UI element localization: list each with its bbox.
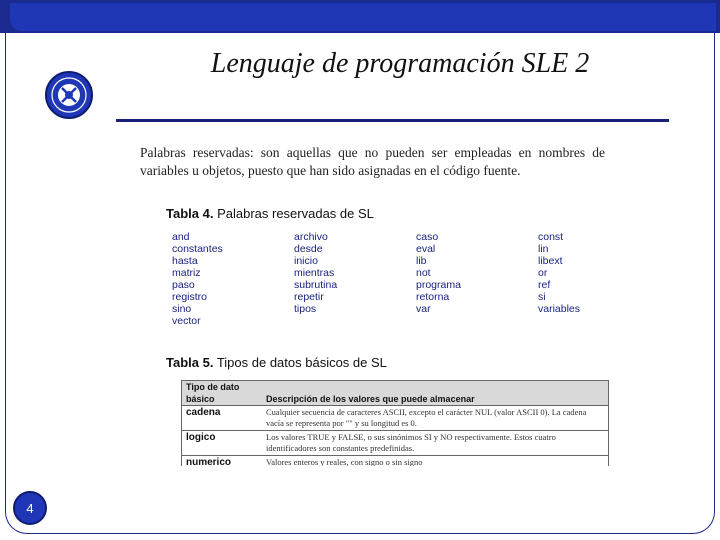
reserved-word: constantes — [172, 243, 223, 255]
reserved-word: retorna — [416, 291, 450, 303]
row-desc: Los valores TRUE y FALSE, o sus sinónimos SI y NO respectivamente. Estos cuatro identificadores son constantes predefinidas. — [266, 432, 556, 453]
reserved-word: or — [538, 267, 548, 279]
table-row — [182, 455, 608, 466]
reserved-word: programa — [416, 279, 461, 291]
header-col1-line2: básico — [186, 394, 215, 404]
table-row — [182, 430, 608, 455]
reserved-word: eval — [416, 243, 436, 255]
row-type: logico — [186, 432, 216, 443]
table4-caption — [166, 206, 374, 221]
table4-caption-text: Palabras reservadas de SL — [213, 206, 374, 221]
top-bar — [0, 0, 720, 33]
page-number-badge: 4 — [13, 491, 47, 525]
reserved-word: desde — [294, 243, 323, 255]
reserved-word: paso — [172, 279, 195, 291]
reserved-word: matriz — [172, 267, 201, 279]
reserved-words-grid — [172, 231, 612, 327]
reserved-word: not — [416, 267, 431, 279]
reserved-word: repetir — [294, 291, 324, 303]
reserved-word: hasta — [172, 255, 198, 267]
reserved-word: lin — [538, 243, 549, 255]
table5-caption-label: Tabla 5. — [166, 355, 214, 370]
reserved-words-column — [538, 231, 618, 327]
table-row — [182, 405, 608, 430]
reserved-words-column — [172, 231, 294, 327]
title-rule — [116, 119, 669, 122]
reserved-word: lib — [416, 255, 427, 267]
header-col2: Descripción de los valores que puede almacenar — [266, 394, 475, 404]
reserved-word: sino — [172, 303, 192, 315]
data-types-table-header — [182, 380, 608, 405]
reserved-words-column — [416, 231, 538, 327]
intro-paragraph: Palabras reservadas: son aquellas que no pueden ser empleadas en nombres de variables u objetos, puesto que han sido asignadas en el código fuente. — [140, 145, 605, 178]
reserved-word: libext — [538, 255, 563, 267]
reserved-word: archivo — [294, 231, 328, 243]
reserved-word: subrutina — [294, 279, 338, 291]
row-desc: Valores enteros y reales, con signo o sin signo — [266, 457, 423, 466]
data-types-table — [181, 380, 609, 466]
row-desc: Cualquier secuencia de caracteres ASCII, excepto el carácter NUL (valor ASCII 0). La cadena vacía se representa por "" y su longitud es 0. — [266, 407, 587, 428]
reserved-words-column — [294, 231, 416, 327]
table4-caption-label: Tabla 4. — [166, 206, 214, 221]
table5-caption-text: Tipos de datos básicos de SL — [213, 355, 387, 370]
reserved-word: tipos — [294, 303, 317, 315]
university-logo-icon — [44, 70, 94, 120]
table5-caption — [166, 355, 387, 370]
row-type: numerico — [186, 457, 232, 466]
top-bar-accent — [10, 3, 716, 31]
reserved-word: variables — [538, 303, 581, 315]
reserved-word: caso — [416, 231, 439, 243]
row-type: cadena — [186, 407, 221, 418]
reserved-word: si — [538, 291, 546, 303]
reserved-word: registro — [172, 291, 208, 303]
slide-title: Lenguaje de programación SLE 2 — [210, 48, 590, 79]
reserved-word: vector — [172, 315, 201, 327]
reserved-word: mientras — [294, 267, 335, 279]
reserved-word: and — [172, 231, 190, 243]
header-col1-line1: Tipo de dato — [186, 382, 240, 392]
reserved-word: const — [538, 231, 564, 243]
reserved-word: var — [416, 303, 431, 315]
reserved-word: ref — [538, 279, 551, 291]
reserved-word: inicio — [294, 255, 318, 267]
